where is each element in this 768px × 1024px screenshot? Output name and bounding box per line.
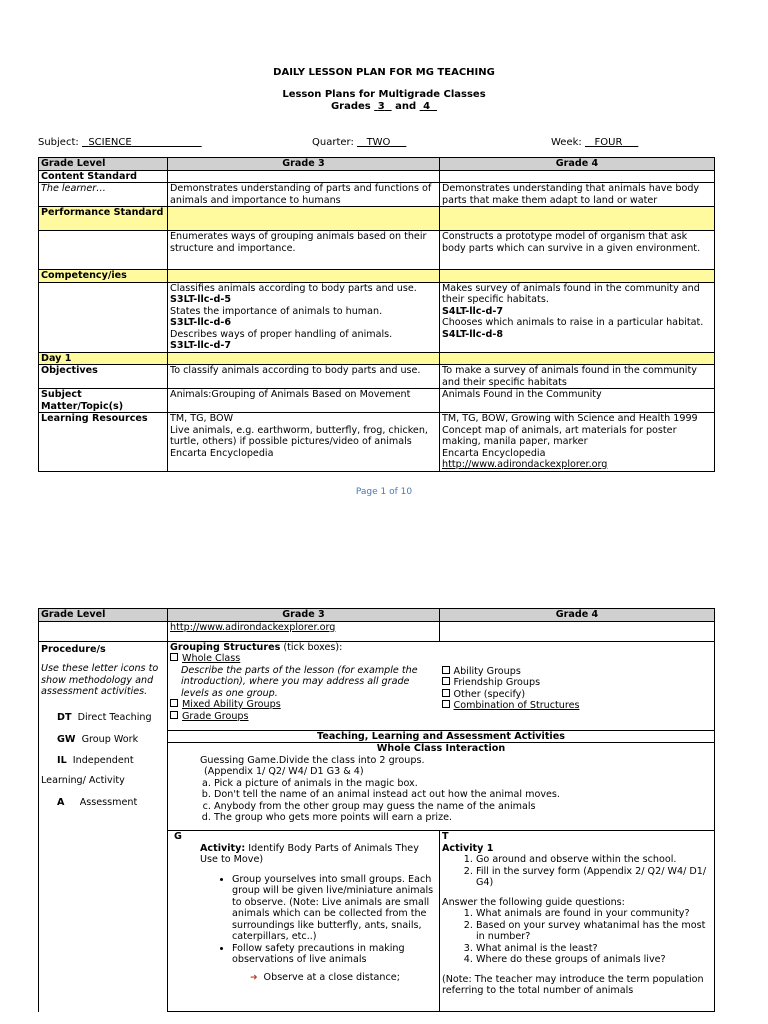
table-2-header-row (39, 609, 715, 622)
header-grade-3: Grade 3 (168, 158, 440, 171)
subject-matter-label: Subject Matter/Topic(s) (39, 389, 168, 413)
grade-4-activity-title: Activity 1 (442, 842, 494, 854)
objectives-grade-4: To make a survey of animals found in the community and their specific habitats (440, 365, 715, 389)
objectives-row (39, 365, 715, 389)
list-item: • Group yourselves into small groups. Each group will be given live/miniature animals to observe. (Note: Live animals are small animals which can be collected from the surroundings like butterfly, ants, snails, caterpillars, etc..) (232, 874, 437, 943)
performance-standard-content-row (39, 231, 715, 270)
procedures-row (39, 641, 715, 730)
table-header-row (39, 158, 715, 171)
guide-questions (442, 908, 712, 966)
other-label: Other (specify) (453, 688, 526, 700)
list-item: 3. What animal is the least? (476, 943, 712, 955)
competency-row (39, 270, 715, 283)
legend-group-work: GW Group Work (57, 733, 139, 745)
subject-field: Subject: SCIENCE (38, 137, 132, 148)
teacher-note: (Note: The teacher may introduce the term population referring to the total number of animals (442, 973, 704, 996)
other-checkbox[interactable] (442, 689, 450, 697)
learning-resources-grade-3: TM, TG, BOW Live animals, e.g. earthworm, butterfly, frog, chicken, turtle, others) if possible pictures/video of animals Encarta Encyclopedia (168, 413, 440, 472)
content-standard-label: Content Standard (39, 170, 168, 183)
grouping-right (440, 641, 715, 730)
grouping-left (168, 641, 440, 730)
lesson-plan-table-2 (38, 608, 715, 1012)
list-item: b. Don't tell the name of an animal instead act out how the animal moves. (214, 789, 712, 801)
header-grade-4: Grade 4 (440, 609, 715, 622)
competency-content-row (39, 282, 715, 352)
grade-4-activity-cell (440, 831, 715, 1012)
link-row (39, 621, 715, 641)
procedures-cell (39, 641, 168, 1012)
grades-line (0, 101, 768, 112)
whole-class-description: Describe the parts of the lesson (for example the introduction), where you may address all grade levels as one group. (181, 664, 418, 699)
grade-a: 3 (377, 101, 385, 112)
subject-value: SCIENCE (88, 137, 132, 148)
grade-3-activity-title: Identify Body Parts of Animals They Use to Move) (200, 842, 419, 865)
content-standard-row (39, 170, 715, 183)
grades-prefix: Grades (330, 101, 371, 112)
learning-resources-row (39, 413, 715, 472)
friendship-groups-label: Friendship Groups (453, 677, 541, 688)
list-item: 2. Based on your survey whatanimal has the most in number? (476, 920, 712, 943)
list-item: • Follow safety precautions in making observations of live animals (232, 943, 437, 966)
day-1-row (39, 352, 715, 365)
quarter-field: Quarter: TWO (312, 137, 391, 148)
guide-questions-intro: Answer the following guide questions: (442, 896, 625, 908)
combination-label: Combination of Structures (453, 700, 580, 711)
procedures-label: Procedure/s (41, 643, 106, 655)
friendship-groups-checkbox[interactable] (442, 677, 450, 685)
document-title: DAILY LESSON PLAN FOR MG TEACHING (273, 67, 495, 78)
header-grade-level: Grade Level (39, 609, 168, 622)
list-item: a. Pick a picture of animals in the magic box. (214, 778, 712, 790)
list-item: 1. What animals are found in your community? (476, 908, 712, 920)
grade-b: 4 (423, 101, 431, 112)
performance-standard-label: Performance Standard (39, 207, 168, 231)
arrow-bullet-icon: ➜ (250, 972, 258, 983)
competency-label: Competency/ies (39, 270, 168, 283)
whole-class-interaction-cell (168, 743, 715, 831)
day-1-label: Day 1 (39, 352, 168, 365)
objectives-grade-3: To classify animals according to body parts and use. (168, 365, 440, 389)
grade-3-marker: G (174, 831, 182, 842)
learner-row (39, 183, 715, 207)
list-item: 4. Where do these groups of animals live? (476, 954, 712, 966)
page-number: Page 1 of 10 (355, 487, 413, 497)
document-subtitle: Lesson Plans for Multigrade Classes (282, 89, 486, 100)
legend-direct-teaching: DT Direct Teaching (57, 711, 152, 723)
ability-groups-label: Ability Groups (453, 665, 521, 677)
header-grade-level: Grade Level (39, 158, 168, 171)
competency-grade-4: Makes survey of animals found in the community and their specific habitats. S4LT-llc-d-7 Chooses which animals to raise in a particular habitat. S4LT-llc-d-8 (440, 282, 715, 352)
week-field: Week: FOUR (551, 137, 623, 148)
procedures-note: Use these letter icons to show methodology and assessment activities. (41, 663, 159, 697)
content-standard-grade-4: Demonstrates understanding that animals have body parts that make them adapt to land or water (440, 183, 715, 207)
whole-class-label: Whole Class (182, 653, 241, 664)
grouping-structures-title: Grouping Structures (tick boxes): (170, 641, 343, 653)
grade-4-steps (442, 854, 712, 889)
performance-standard-row (39, 207, 715, 231)
objectives-label: Objectives (39, 365, 168, 389)
wci-heading: Whole Class Interaction (376, 743, 506, 754)
list-item: 2. Fill in the survey form (Appendix 2/ Q2/ W4/ D1/ G4) (476, 866, 712, 889)
grade-groups-checkbox[interactable] (170, 711, 178, 719)
mixed-ability-label: Mixed Ability Groups (182, 699, 281, 710)
quarter-value: TWO (366, 137, 391, 148)
whole-class-checkbox[interactable] (170, 653, 178, 661)
appendix-line: (Appendix 1/ Q2/ W4/ D1 G3 & 4) (204, 766, 364, 777)
adirondack-link[interactable]: http://www.adirondackexplorer.org (442, 459, 608, 470)
subject-matter-grade-3: Animals:Grouping of Animals Based on Movement (168, 389, 440, 413)
competency-grade-3: Classifies animals according to body parts and use. S3LT-llc-d-5 States the importance of animals to human. S3LT-llc-d-6 Describes ways of proper handling of animals. S3LT-llc-d-7 (168, 282, 440, 352)
week-value: FOUR (594, 137, 623, 148)
legend-assessment: A Assessment (57, 797, 138, 808)
combination-checkbox[interactable] (442, 700, 450, 708)
grades-and: and (395, 101, 417, 112)
list-item: c. Anybody from the other group may guess the name of the animals (214, 801, 712, 813)
header-grade-3: Grade 3 (168, 609, 440, 622)
legend-independent-learning: IL Independent Learning/ Activity (41, 755, 134, 786)
grade-3-activity-cell: G Activity: Identify Body Parts of Animals They Use to Move) • Group yourselves into small groups. Each group will be given live/miniature animals to observe. (Note: Live animals are small animals which can be collected from the surroundings like butterfly, ants, snails, caterpillars, etc..) • Follow safety precautions in making observations of live animals ➜ Observe at a close distance; (168, 831, 440, 1012)
grade-3-sub-item: ➜ Observe at a close distance; (250, 971, 400, 983)
header-grade-4: Grade 4 (440, 158, 715, 171)
grade-groups-label: Grade Groups (182, 710, 249, 722)
learning-resources-label: Learning Resources (39, 413, 168, 472)
content-standard-grade-3: Demonstrates understanding of parts and functions of animals and importance to humans (168, 183, 440, 207)
grade-4-marker: T (442, 831, 449, 842)
subject-matter-row (39, 389, 715, 413)
lesson-plan-table-1 (38, 157, 715, 472)
adirondack-link-grade-3[interactable]: http://www.adirondackexplorer.org (170, 621, 336, 633)
grade-3-bullets (170, 874, 437, 966)
tla-heading: Teaching, Learning and Assessment Activities (168, 730, 715, 743)
ability-groups-checkbox[interactable] (442, 666, 450, 674)
guessing-game-line: Guessing Game.Divide the class into 2 groups. (200, 754, 425, 766)
learning-resources-grade-4: TM, TG, BOW, Growing with Science and Health 1999 Concept map of animals, art materials for poster making, manila paper, marker Encarta Encyclopedia http://www.adirondackexplorer.org (440, 413, 715, 472)
the-learner-label: The learner… (39, 183, 168, 207)
list-item: d. The group who gets more points will earn a prize. (214, 812, 712, 824)
performance-standard-grade-4: Constructs a prototype model of organism that ask body parts which can survive in a given environment. (440, 231, 715, 270)
subject-matter-grade-4: Animals Found in the Community (440, 389, 715, 413)
performance-standard-grade-3: Enumerates ways of grouping animals based on their structure and importance. (168, 231, 440, 270)
guessing-steps (170, 778, 712, 824)
list-item: 1. Go around and observe within the school. (476, 854, 712, 866)
mixed-ability-checkbox[interactable] (170, 699, 178, 707)
